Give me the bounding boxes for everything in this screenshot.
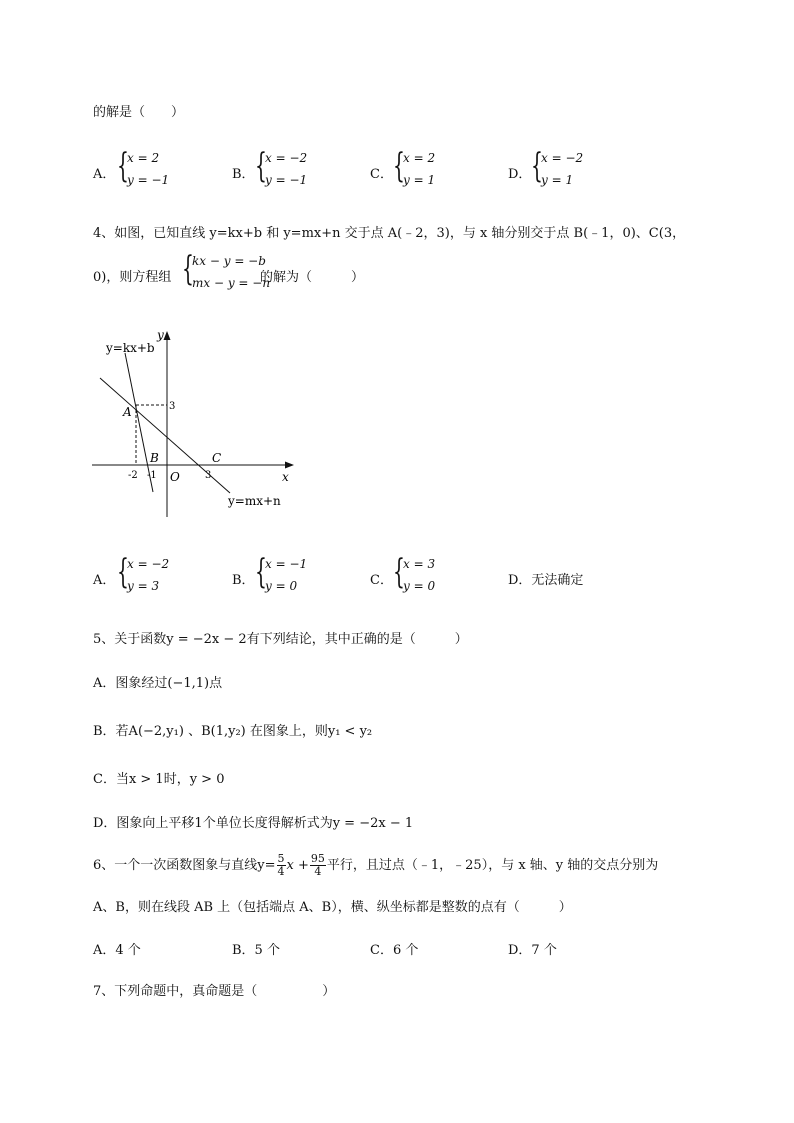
q3-a-line2: y = −1 [127,173,170,187]
q4-stem-line2-post: 的解为（ ） [260,270,365,285]
q3-option-d-label: D． [508,167,532,182]
tick-label-y3: 3 [169,401,176,412]
q3-c-line1: x = 2 [403,151,436,165]
q4-b-line1: x = −1 [265,557,308,571]
q4-option-a-label: A． [93,573,116,588]
q3-tail: 的解是（ ） [93,105,185,120]
q7-stem: 7、下列命题中，真命题是（ ） [93,984,336,999]
q3-a-line1: x = 2 [127,151,160,165]
q3-option-c-label: C． [370,167,393,182]
q6-fraction-slope [277,853,286,878]
q6-fraction-slope-num: 5 [277,852,285,865]
q3-d-line2: y = 1 [541,173,574,187]
q6-stem-line1 [93,853,658,878]
label-mx-n: y=mx+n [228,494,281,508]
tick-label-x-neg1: -1 [147,470,157,481]
q4-a-line1: x = −2 [127,557,170,571]
q3-option-a-label: A． [93,167,116,182]
tick-label-x-neg2: -2 [128,470,138,481]
q4-sys-line2: mx − y = −n [192,276,271,290]
q5-option-a: A．图象经过(−1,1)点 [93,676,223,691]
q3-b-line1: x = −2 [265,151,308,165]
q4-option-b-label: B． [232,573,255,588]
label-kx-b: y=kx+b [106,341,155,355]
q4-b-line2: y = 0 [265,579,298,593]
point-a-label: A [123,405,132,419]
point-c-label: C [212,451,222,465]
q4-stem-line1: 4、如图，已知直线 y=kx+b 和 y=mx+n 交于点 A(﹣2，3)，与 x 轴分别交于点 B(﹣1，0)、C(3， [93,226,686,241]
q6-option-d: D．7 个 [508,943,557,958]
origin-label: O [170,470,180,484]
q5-option-d: D．图象向上平移1个单位长度得解析式为y = −2x − 1 [93,816,414,831]
q3-b-line2: y = −1 [265,173,308,187]
q4-option-d: D．无法确定 [508,573,584,588]
q4-a-line2: y = 3 [127,579,160,593]
y-axis-arrow-icon [164,331,171,340]
axis-label-y: y [157,328,164,342]
q4-c-line2: y = 0 [403,579,436,593]
q4-stem-line2-pre: 0)，则方程组 [93,270,172,285]
q4-graph [90,325,300,520]
q6-option-c: C．6 个 [370,943,419,958]
q6-stem-mid: x + [286,858,309,873]
q6-stem-post: 平行，且过点（﹣1，﹣25），与 x 轴、y 轴的交点分别为 [326,858,659,873]
q4-c-line1: x = 3 [403,557,436,571]
q5-option-b: B．若A(−2,y₁) 、B(1,y₂) 在图象上，则y₁ < y₂ [93,724,373,739]
q6-fraction-intercept-den: 4 [314,865,322,878]
q6-stem-pre: 6、一个一次函数图象与直线y= [93,858,276,873]
q5-stem: 5、关于函数y = −2x − 2有下列结论，其中正确的是（ ） [93,632,468,647]
q4-option-c-label: C． [370,573,393,588]
q6-fraction-slope-den: 4 [277,865,285,878]
point-b-label: B [150,451,159,465]
q6-fraction-intercept [310,853,326,878]
axis-label-x: x [282,470,289,484]
q6-stem-line2: A、B，则在线段 AB 上（包括端点 A、B），横、纵坐标都是整数的点有（ ） [93,900,572,915]
q6-option-b: B．5 个 [232,943,280,958]
q6-fraction-intercept-num: 95 [310,852,325,865]
q3-d-line1: x = −2 [541,151,584,165]
q3-c-line2: y = 1 [403,173,436,187]
q6-option-a: A．4 个 [93,943,141,958]
x-axis-arrow-icon [285,462,294,469]
tick-label-x3: 3 [205,470,212,481]
q3-option-b-label: B． [232,167,255,182]
q5-option-c: C．当x > 1时，y > 0 [93,772,225,787]
q4-sys-line1: kx − y = −b [192,254,266,268]
